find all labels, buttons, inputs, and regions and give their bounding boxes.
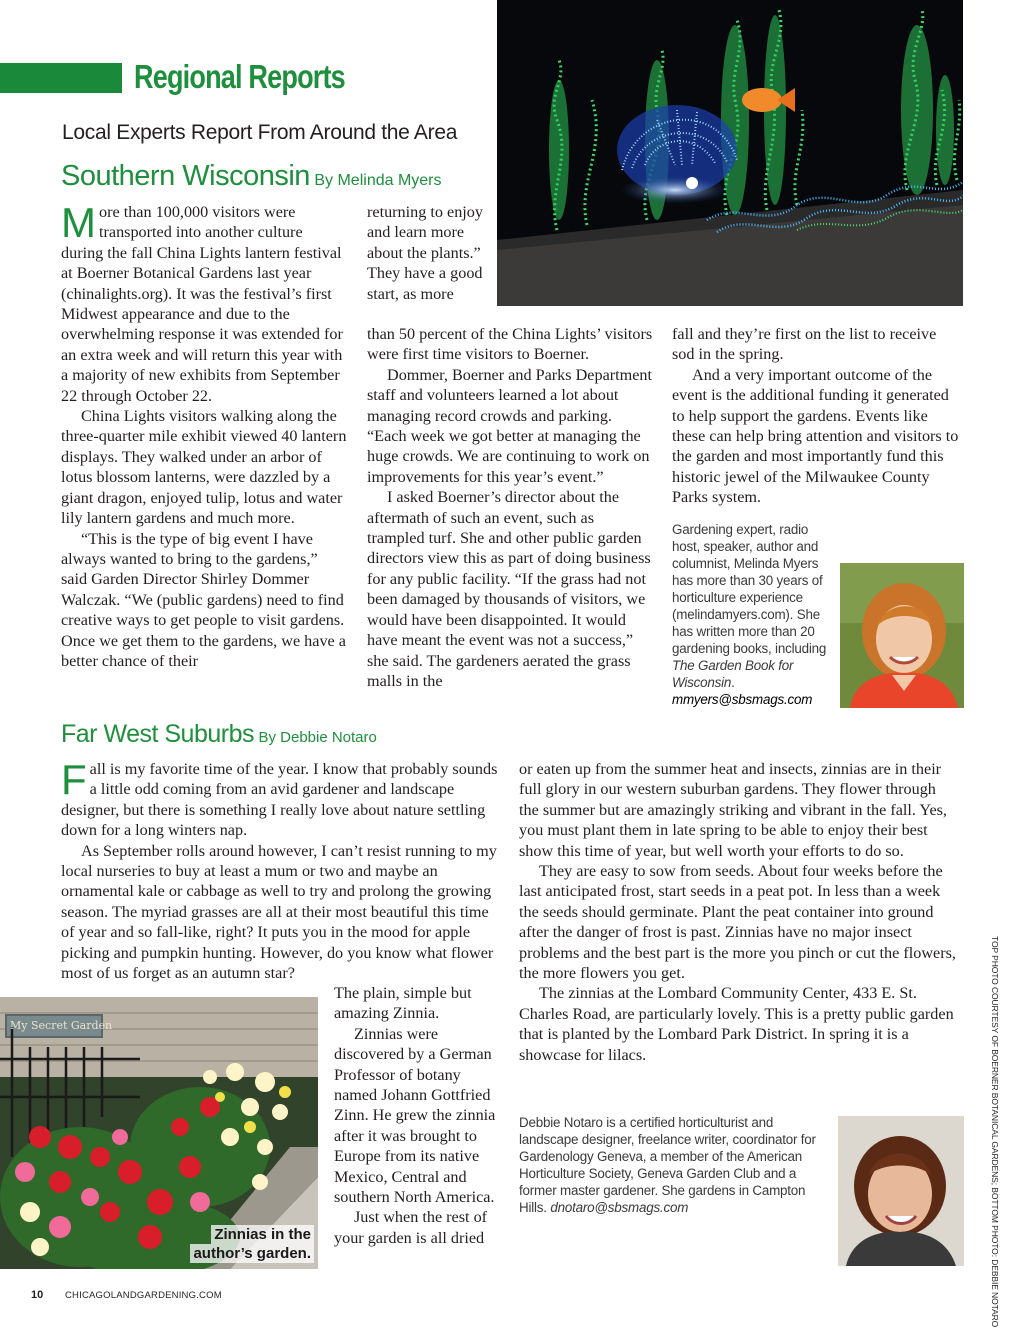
article2-dropcap: F — [61, 756, 87, 803]
article2-author-bio — [519, 1114, 831, 1216]
photo-caption-line2: author’s garden. — [190, 1244, 314, 1263]
footer-site[interactable]: CHICAGOLANDGARDENING.COM — [65, 1290, 222, 1301]
article1-author-email[interactable]: mmyers@sbsmags.com — [672, 692, 813, 707]
header-bar — [0, 63, 122, 93]
article1-bio-book: The Garden Book for Wisconsin — [672, 658, 794, 690]
article1-col1-p2: China Lights visitors walking along the three-quarter mile exhibit viewed 40 lantern displays. They walked under an arbor of lotus blossom lanterns, were dazzled by a giant dragon, enjoyed tulip, lotus and water lily lantern gardens and much more. — [61, 407, 347, 528]
article1-column3 — [672, 324, 962, 508]
article2-byline: By Debbie Notaro — [258, 729, 377, 746]
article2-column1 — [61, 756, 501, 983]
author-portrait-illustration — [840, 563, 964, 708]
article2-col1b-p3: Just when the rest of your garden is all dried — [334, 1208, 488, 1247]
debbie-notaro-portrait — [838, 1116, 964, 1266]
article1-col2-top: returning to enjoy and learn more about the plants.” They have a good start, as more — [367, 203, 483, 303]
article2-col2-p3: The zinnias at the Lombard Community Center, 433 E. St. Charles Road, are particularly lovely. This is a pretty public garden that is planted by the Lombard Park District. In spring it is a showcase for lilacs. — [519, 984, 954, 1064]
article2-col1b-cont: The plain, simple but amazing Zinnia. — [334, 984, 472, 1023]
article2-col2-cont: or eaten up from the summer heat and insects, zinnias are in their full glory in our western suburban gardens. They flower through the summer but are amazingly striking and vibrant in the fall. Yes, you must plant them in late spring to be able to enjoy their best show this time of year, but well worth your efforts to do so. — [519, 760, 947, 860]
photo-credit: TOP PHOTO COURTESY OF BOERNER BOTANICAL GARDENS; BOTTOM PHOTO: DEBBIE NOTARO — [990, 936, 1000, 1328]
article1-heading — [61, 160, 442, 193]
article1-bio-text-end: . — [731, 675, 735, 690]
article2-region: Far West Suburbs — [61, 720, 255, 748]
article1-bio-text: Gardening expert, radio host, speaker, author and columnist, Melinda Myers has more than 30 years of horticulture experience (melindamyers.com). She has written more than 20 gardening books, including — [672, 522, 827, 656]
article1-col2-p2: Dommer, Boerner and Parks Department staff and volunteers learned a lot about managing record crowds and parking. “Each week we got better at managing the huge crowds. We are continuing to work on improvements for this year’s event.” — [367, 365, 653, 486]
article1-col1-p3: “This is the type of big event I have always wanted to bring to the gardens,” said Garden Director Shirley Dommer Walczak. “We (public gardens) need to find creative ways to get people to visit gardens. Once we get them to the gardens, we have a better chance of their — [61, 529, 346, 670]
author-portrait-illustration — [838, 1116, 964, 1266]
article1-column1 — [61, 199, 347, 671]
article1-col3-p2: And a very important outcome of the event is the additional funding it generated to help support the gardens. Events like these can help bring attention and visitors to the garden and most importantly fund this historic jewel of the Milwaukee County Parks system. — [672, 365, 959, 507]
article1-column2 — [367, 324, 654, 691]
article1-region: Southern Wisconsin — [61, 160, 310, 192]
china-lights-photo — [497, 0, 963, 306]
article2-col1b-p2: Zinnias were discovered by a German Professor of botany named Johann Gottfried Zinn. He grew the zinnia after it was brought to Europe from its native Mexico, Central and southern North America. — [334, 1024, 496, 1207]
article2-col2-p2: They are easy to sow from seeds. About four weeks before the last anticipated frost, start seeds in a peat pot. In less than a week the seeds should germinate. Plant the peat container into ground after the danger of frost is past. Zinnias have no major insect problems and the best part is the more you pinch or cut the flowers, the more flowers you get. — [519, 862, 956, 983]
photo-caption-line1: Zinnias in the — [211, 1225, 314, 1244]
article2-heading — [61, 720, 377, 749]
lantern-illustration — [497, 0, 963, 306]
article1-byline: By Melinda Myers — [314, 172, 442, 189]
page-subtitle: Local Experts Report From Around the Area — [62, 121, 458, 144]
zinnia-garden-photo — [0, 997, 318, 1269]
article2-col1-first: all is my favorite time of the year. I know that probably sounds a little odd coming from an avid gardener and landscape designer, but there is something I really love about nature settling down for a long winters nap. — [61, 760, 498, 840]
article1-col2-p3: I asked Boerner’s director about the aftermath of such an event, such as trampled turf. She and other public garden directors view this as part of doing business for any public facility. “If the grass had not been damaged by thousands of visitors, we would have been disappointed. It would have meant the event was not a success,” she said. The gardeners aerated the grass malls in the — [367, 488, 651, 690]
melinda-myers-portrait — [840, 563, 964, 708]
article1-column2-top — [367, 202, 489, 304]
photo-sign-text: My Secret Garden — [10, 1019, 113, 1032]
article2-column2 — [519, 759, 959, 1065]
article2-col1-p2: As September rolls around however, I can’t resist running to my local nurseries to buy at least a mum or two and maybe an ornamental kale or cabbage as well to try and prolong the growing season. The myriad grasses are all at their most beautiful this time of year and so fall-like, right? It puts you in the mood for apple picking and pumpkin hunting. However, do you know what flower most of us forget as an autumn star? — [61, 841, 497, 983]
article2-bio-text: Debbie Notaro is a certified horticulturist and landscape designer, freelance writer, coordinator for Gardenology Geneva, a member of the American Horticulture Society, Geneva Garden Club and a former master gardener. She gardens in Campton Hills. — [519, 1115, 816, 1215]
photo-caption — [190, 1225, 314, 1263]
article1-dropcap: M — [61, 199, 96, 246]
article1-col2-cont: than 50 percent of the China Lights’ visitors were first time visitors to Boerner. — [367, 325, 653, 364]
article2-column1b — [334, 983, 504, 1248]
article1-col1-first: ore than 100,000 visitors were transported into another culture during the fall China Lights lantern festival at Boerner Botanical Gardens last year (chinalights.org). It was the festival’s first Midwest appearance and due to the overwhelming response it was extended for an extra week and will return this year with a majority of new exhibits from September 22 through October 22. — [61, 203, 343, 405]
page-number: 10 — [31, 1289, 44, 1301]
article1-col3-cont: fall and they’re first on the list to receive sod in the spring. — [672, 325, 937, 364]
article2-author-email[interactable]: dnotaro@sbsmags.com — [550, 1200, 689, 1215]
section-title: Regional Reports — [134, 58, 345, 95]
